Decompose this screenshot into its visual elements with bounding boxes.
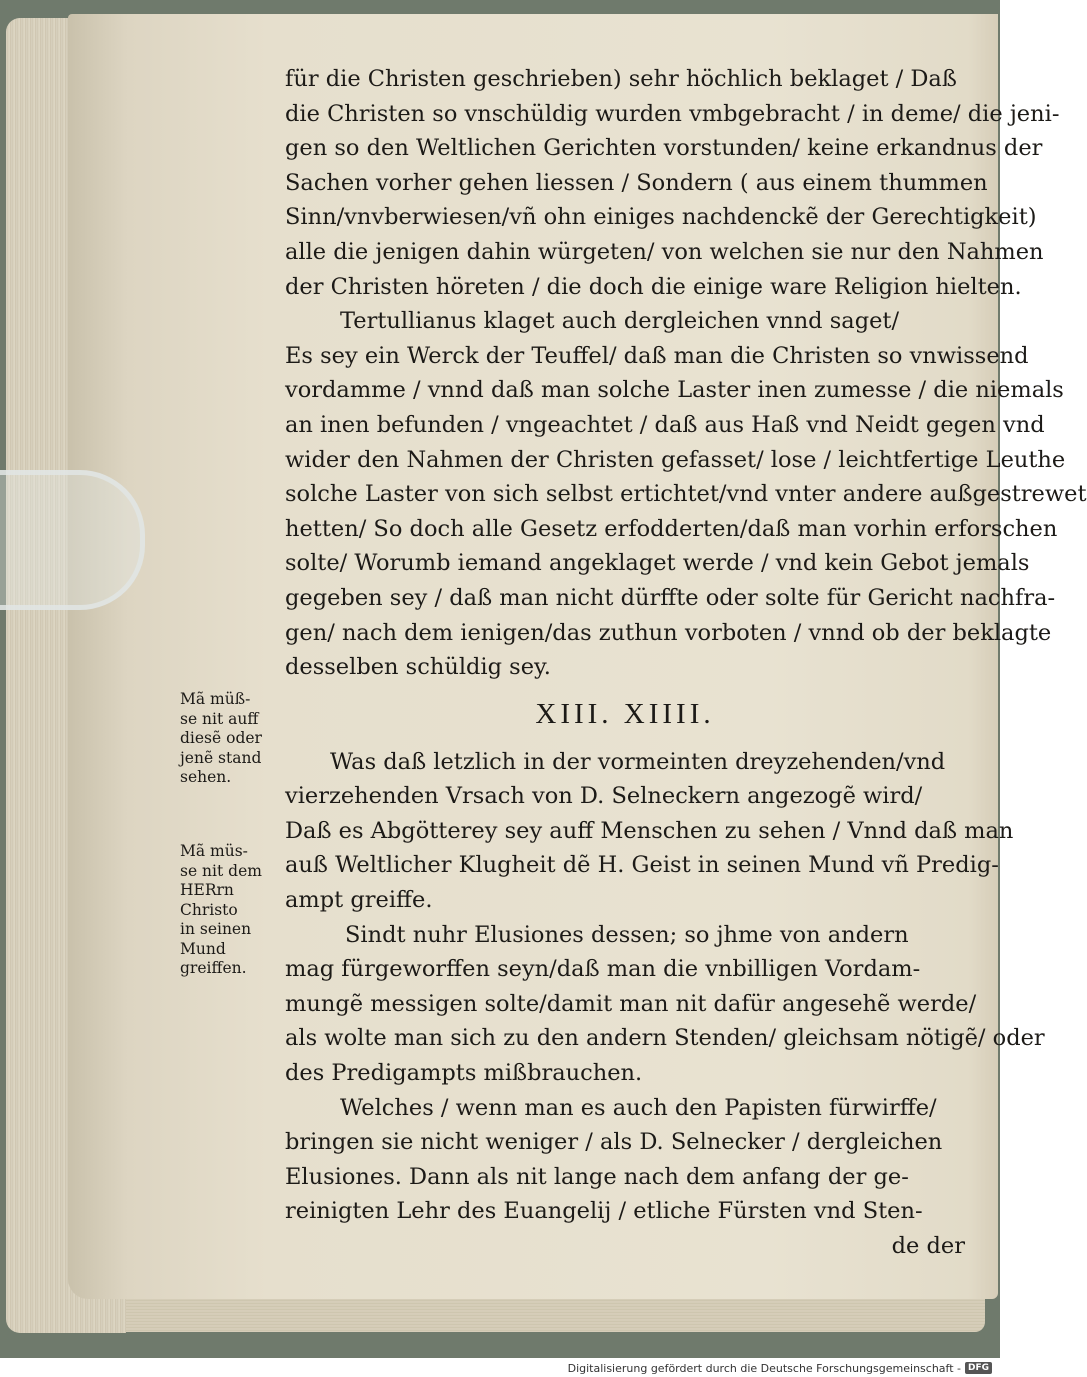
text-line: Was daß letzlich in der vormeinten dreyzehenden/vnd xyxy=(330,748,946,775)
text-line: ampt greiffe. xyxy=(285,887,433,914)
text-line: die Christen so vnschüldig wurden vmbgebracht / in deme/ die jeni- xyxy=(285,100,1060,127)
text-line: auß Weltlicher Klugheit dẽ H. Geist in seinen Mund vñ Predig- xyxy=(285,852,999,879)
text-line: wider den Nahmen der Christen gefasset/ lose / leichtfertige Leuthe xyxy=(285,446,1066,473)
main-text-block xyxy=(285,62,1087,1264)
digitization-footer xyxy=(568,1360,992,1376)
text-line: Sachen vorher gehen liessen / Sondern ( aus einem thummen xyxy=(285,169,988,196)
text-line: Elusiones. Dann als nit lange nach dem anfang der ge- xyxy=(285,1163,909,1190)
text-line: Welches / wenn man es auch den Papisten fürwirffe/ xyxy=(340,1094,937,1121)
text-line: Daß es Abgötterey sey auff Menschen zu sehen / Vnnd daß man xyxy=(285,817,1014,844)
marginal-line: Christo xyxy=(180,900,238,919)
marginal-line: se nit auff xyxy=(180,709,259,728)
text-line: gen so den Weltlichen Gerichten vorstunden/ keine erkandnus der xyxy=(285,135,1043,162)
catchword: de der xyxy=(891,1233,965,1259)
marginal-line: greiffen. xyxy=(180,959,247,977)
text-line: vordamme / vnnd daß man solche Laster inen zumesse / die niemals xyxy=(285,377,1064,404)
text-line: bringen sie nicht weniger / als D. Selnecker / dergleichen xyxy=(285,1129,943,1156)
text-line: mungẽ messigen solte/damit man nit dafür angesehẽ werde/ xyxy=(285,990,977,1017)
text-line: solte/ Worumb iemand angeklaget werde / vnd kein Gebot jemals xyxy=(285,550,1030,577)
marginal-line: in seinen xyxy=(180,920,252,938)
text-line: für die Christen geschrieben) sehr höchlich beklaget / Daß xyxy=(285,66,957,92)
section-heading: XIII. XIIII. xyxy=(535,697,715,730)
text-line: als wolte man sich zu den andern Stenden/ gleichsam nötigẽ/ oder xyxy=(285,1025,1045,1052)
marginal-line: Mã müs- xyxy=(180,842,248,860)
text-line: desselben schüldig sey. xyxy=(285,654,551,681)
text-line: reinigten Lehr des Euangelij / etliche Fürsten vnd Sten- xyxy=(285,1198,923,1225)
text-line: Tertullianus klaget auch dergleichen vnnd saget/ xyxy=(340,308,900,335)
plastic-clip xyxy=(0,470,145,610)
text-line: an inen befunden / vngeachtet / daß aus Haß vnd Neidt gegen vnd xyxy=(285,411,1045,438)
dfg-logo: DFG xyxy=(965,1362,992,1374)
text-line: hetten/ So doch alle Gesetz erfodderten/daß man vorhin erforschen xyxy=(285,515,1058,542)
text-line: Sinn/vnvberwiesen/vñ ohn einiges nachdenckẽ der Gerechtigkeit) xyxy=(285,204,1037,231)
marginal-line: diesẽ oder xyxy=(180,729,262,747)
text-line: Es sey ein Werck der Teuffel/ daß man die Christen so vnwissend xyxy=(285,342,1029,369)
marginal-line: HERrn xyxy=(180,881,234,899)
text-line: der Christen höreten / die doch die einige ware Religion hielten. xyxy=(285,273,1022,300)
marginal-line: Mã müß- xyxy=(180,690,251,708)
marginal-line: jenẽ stand xyxy=(180,748,262,767)
marginal-note-2 xyxy=(180,842,290,979)
marginal-note-1 xyxy=(180,690,290,788)
text-line: gen/ nach dem ienigen/das zuthun vorboten / vnnd ob der beklagte xyxy=(285,619,1052,646)
text-line: solche Laster von sich selbst ertichtet/vnd vnter andere außgestrewet xyxy=(285,481,1087,508)
funding-credit: Digitalisierung gefördert durch die Deutsche Forschungsgemeinschaft - xyxy=(567,1361,961,1375)
text-line: vierzehenden Vrsach von D. Selneckern angezogẽ wird/ xyxy=(285,783,923,810)
text-line: gegeben sey / daß man nicht dürffte oder solte für Gericht nachfra- xyxy=(285,584,1056,611)
text-line: alle die jenigen dahin würgeten/ von welchen sie nur den Nahmen xyxy=(285,238,1044,265)
marginal-line: sehen. xyxy=(180,768,232,786)
marginal-line: se nit dem xyxy=(180,861,262,880)
marginal-line: Mund xyxy=(180,939,226,958)
text-line: des Predigampts mißbrauchen. xyxy=(285,1060,643,1087)
text-line: Sindt nuhr Elusiones dessen; so jhme von andern xyxy=(345,921,909,948)
text-line: mag fürgeworffen seyn/daß man die vnbilligen Vordam- xyxy=(285,956,921,983)
